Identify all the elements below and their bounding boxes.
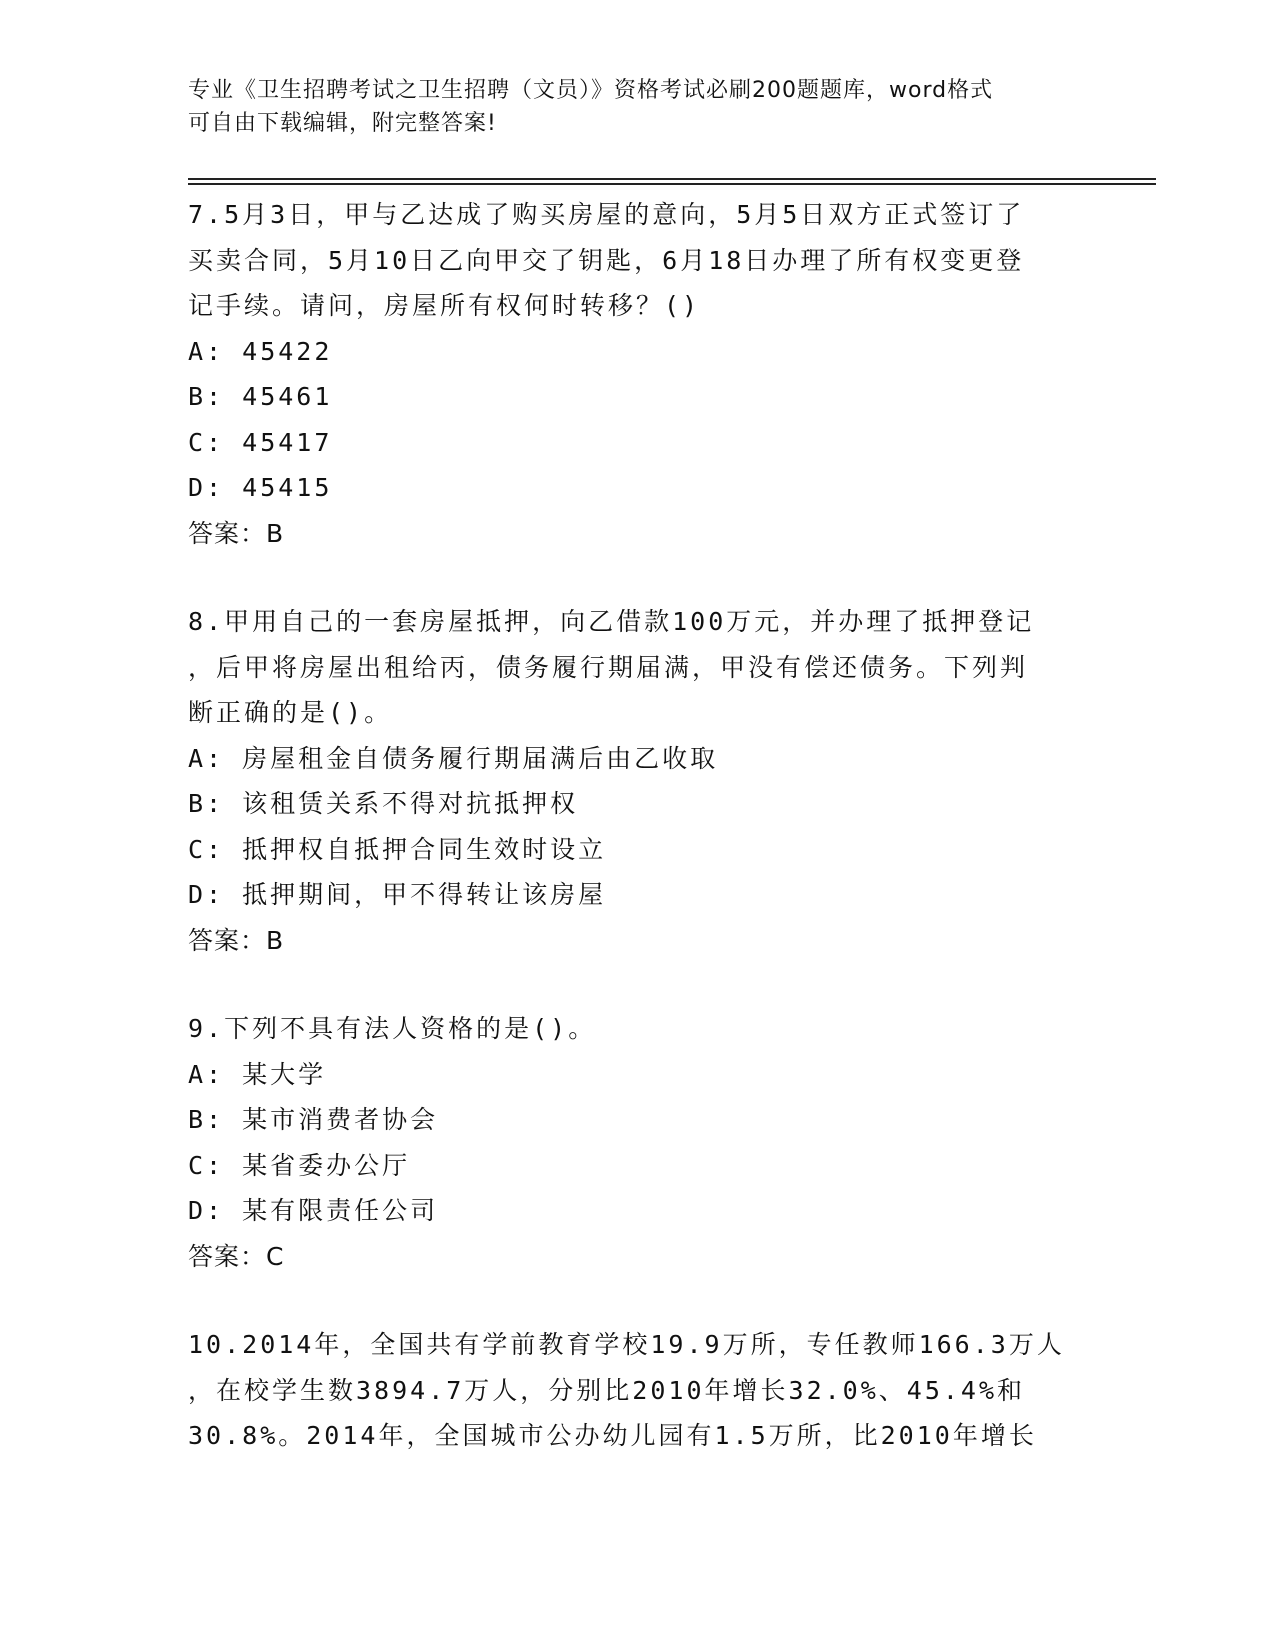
- option-c: C: 某省委办公厅: [188, 1150, 411, 1180]
- question-stem-line: 买卖合同，5月10日乙向甲交了钥匙，6月18日办理了所有权变更登: [188, 245, 1025, 275]
- question-item: [188, 192, 1088, 556]
- question-stem-line: ，在校学生数3894.7万人，分别比2010年增长32.0%、45.4%和: [188, 1375, 1026, 1405]
- question-stem-line: 9.下列不具有法人资格的是()。: [188, 1014, 597, 1043]
- question-spacer: [188, 556, 1088, 599]
- option-a: A: 45422: [188, 336, 333, 366]
- option-d: D: 某有限责任公司: [188, 1196, 439, 1225]
- header-line: 可自由下载编辑，附完整答案!: [188, 111, 497, 136]
- option-a: A: 房屋租金自债务履行期届满后由乙收取: [188, 743, 719, 773]
- header-divider: [188, 178, 1156, 180]
- question-stem-line: 8.甲用自己的一套房屋抵押，向乙借款100万元，并办理了抵押登记: [188, 607, 1035, 636]
- option-c: C: 抵押权自抵押合同生效时设立: [188, 834, 607, 864]
- option-b: B: 45461: [188, 382, 333, 411]
- question-item: [188, 599, 1088, 963]
- question-stem-line: 记手续。请问，房屋所有权何时转移？(): [188, 291, 701, 320]
- question-item: [188, 1322, 1088, 1459]
- header-line: 专业《卫生招聘考试之卫生招聘（文员）》资格考试必刷200题题库，word格式: [188, 78, 994, 103]
- answer-line: 答案：B: [188, 925, 285, 955]
- answer-line: 答案：C: [188, 1241, 285, 1271]
- option-c: C: 45417: [188, 427, 333, 457]
- question-stem-line: 断正确的是()。: [188, 698, 393, 727]
- question-stem-line: 30.8%。2014年，全国城市公办幼儿园有1.5万所，比2010年增长: [188, 1421, 1037, 1450]
- answer-line: 答案：B: [188, 518, 285, 548]
- question-item: [188, 1006, 1088, 1279]
- header-divider: [188, 183, 1156, 185]
- option-d: D: 45415: [188, 473, 333, 502]
- question-stem-line: ，后甲将房屋出租给丙，债务履行期届满，甲没有偿还债务。下列判: [188, 652, 1029, 682]
- question-spacer: [188, 1279, 1088, 1322]
- question-spacer: [188, 963, 1088, 1006]
- option-b: B: 该租赁关系不得对抗抵押权: [188, 789, 579, 818]
- option-d: D: 抵押期间，甲不得转让该房屋: [188, 880, 607, 909]
- document-header: [188, 74, 1068, 140]
- option-b: B: 某市消费者协会: [188, 1105, 439, 1134]
- question-stem-line: 10.2014年，全国共有学前教育学校19.9万所，专任教师166.3万人: [188, 1330, 1065, 1359]
- question-list: [188, 192, 1088, 1459]
- option-a: A: 某大学: [188, 1059, 327, 1089]
- question-stem-line: 7.5月3日，甲与乙达成了购买房屋的意向，5月5日双方正式签订了: [188, 200, 1025, 229]
